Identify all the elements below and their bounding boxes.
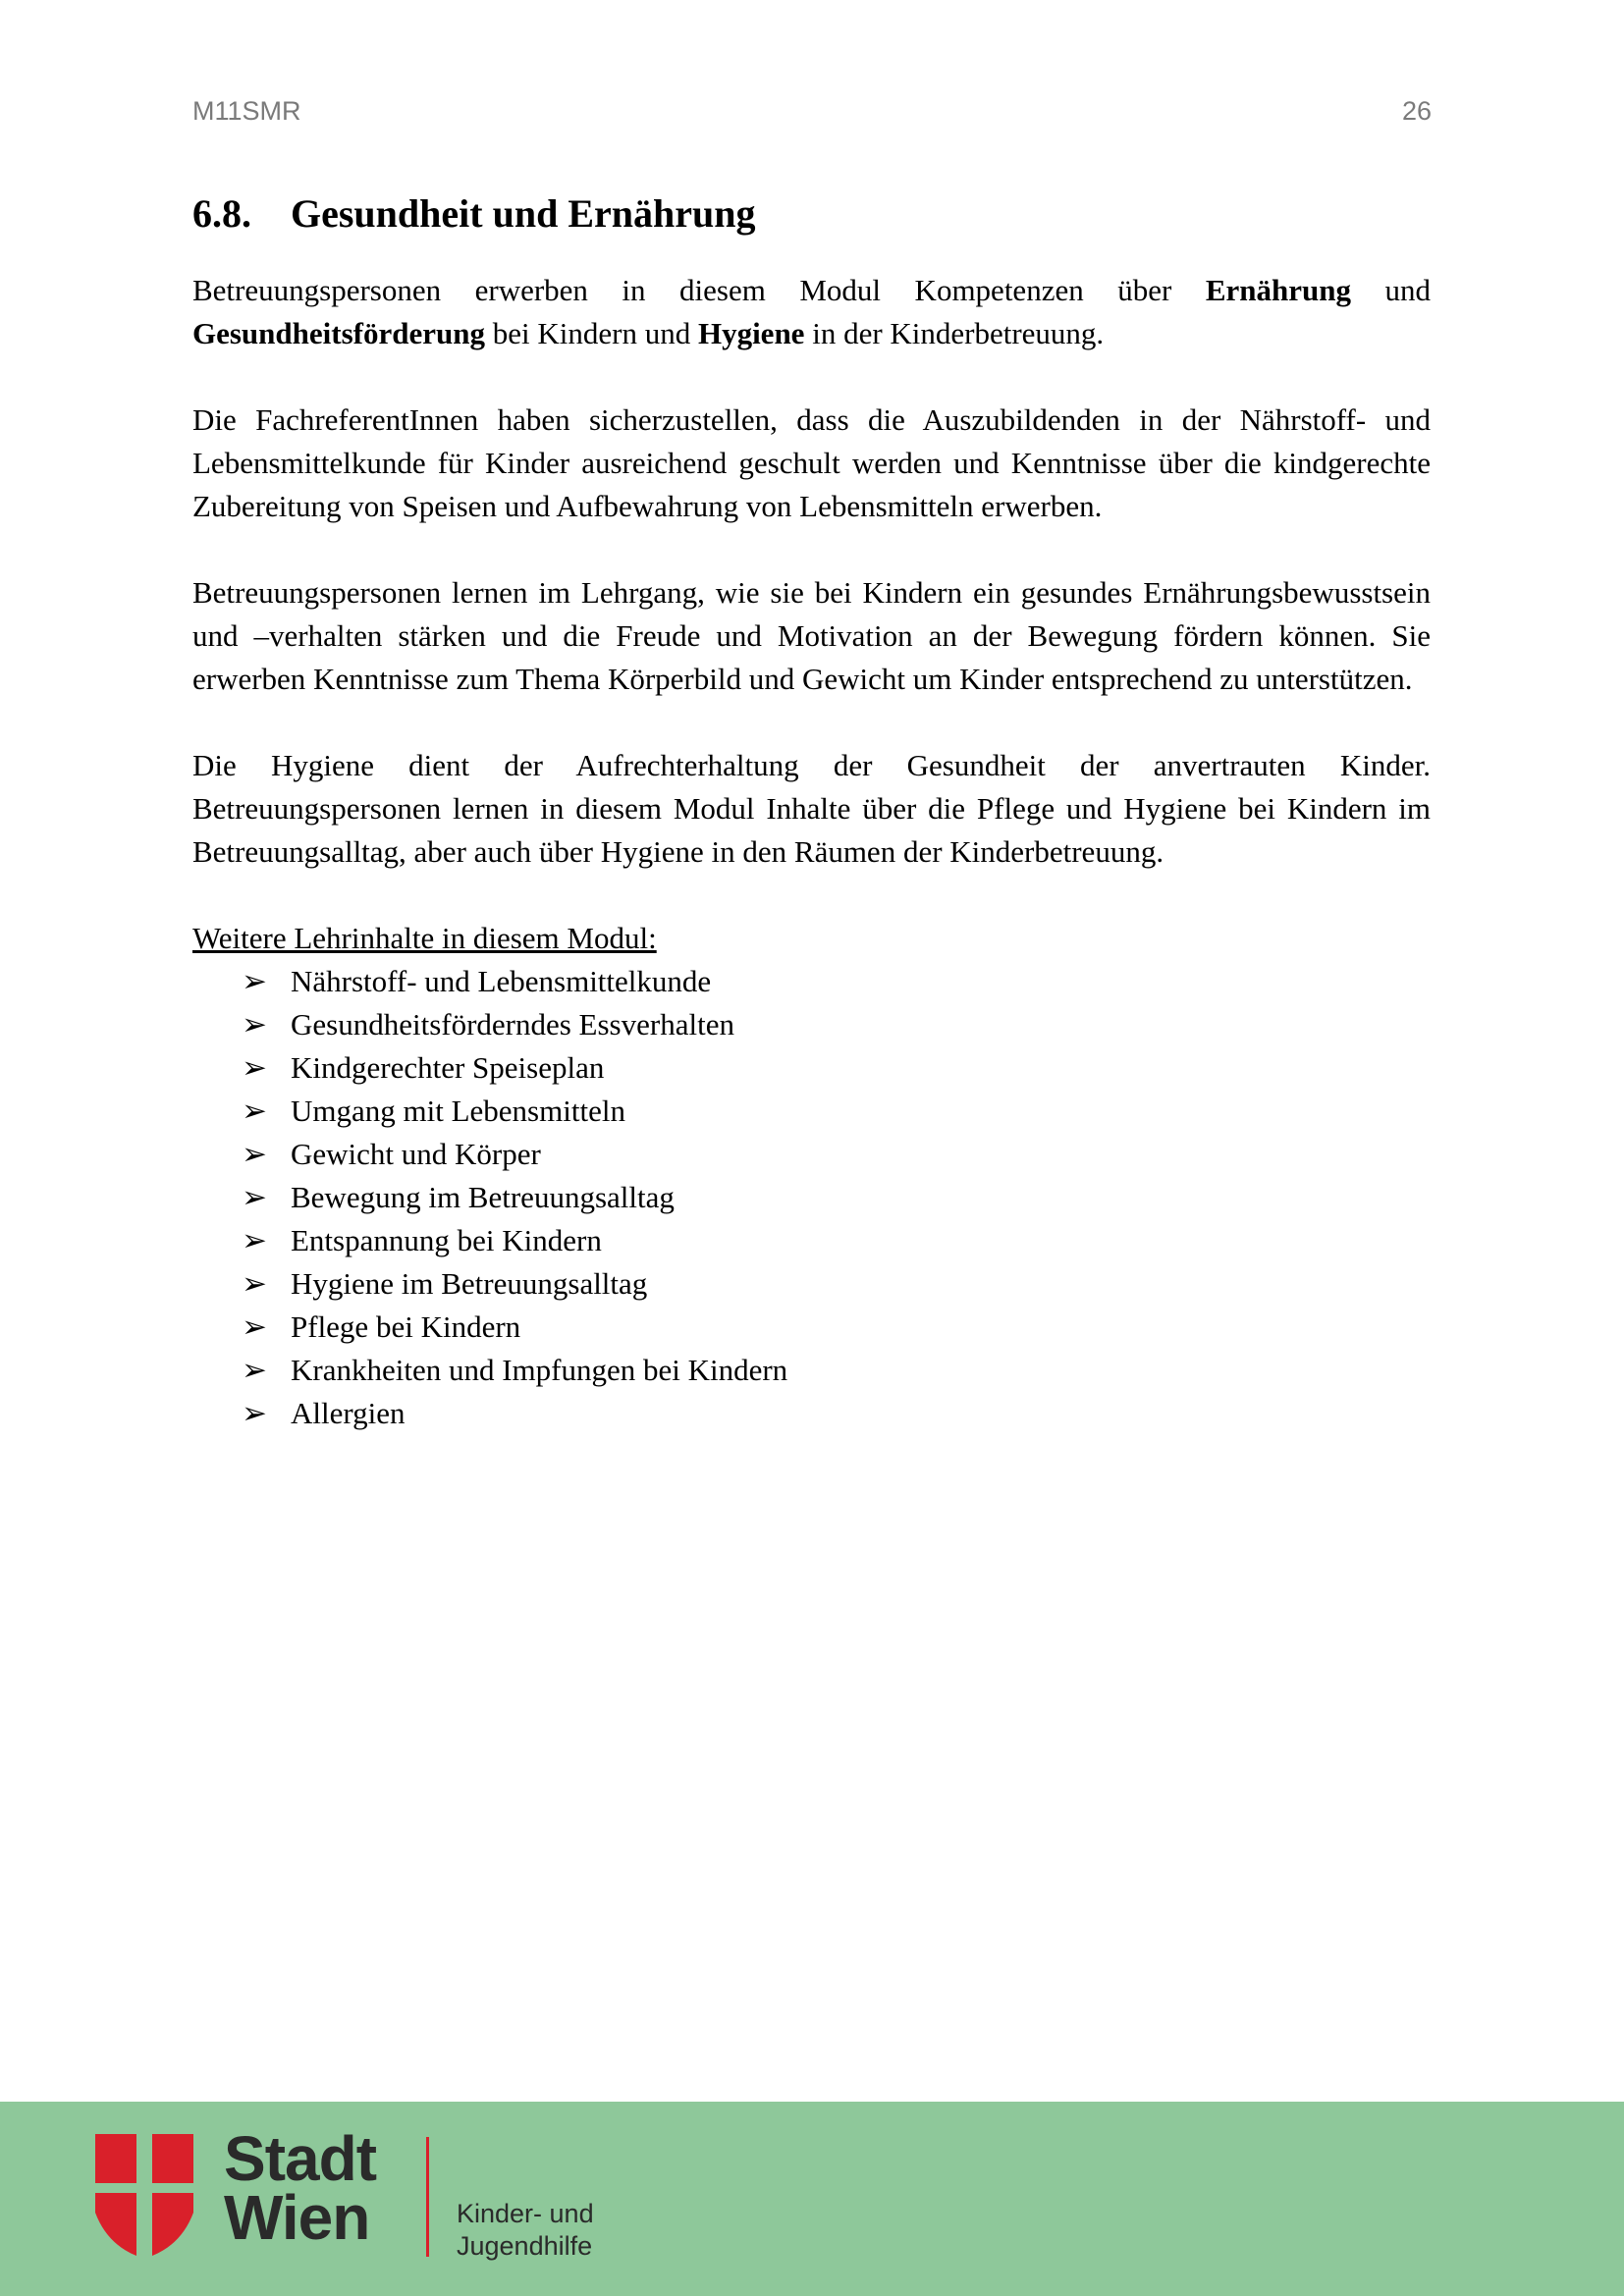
topic-list — [192, 960, 1431, 1435]
department-line-2: Jugendhilfe — [457, 2231, 593, 2261]
list-item — [192, 1349, 1431, 1392]
text-span: und — [1350, 273, 1431, 307]
list-title: Weitere Lehrinhalte in diesem Modul: — [192, 921, 657, 955]
bold-term: Hygiene — [697, 316, 805, 350]
page-number: 26 — [1401, 96, 1432, 126]
list-item — [192, 960, 1431, 1003]
brand-divider — [426, 2137, 429, 2257]
document-code: M11SMR — [192, 96, 301, 126]
list-item — [192, 1090, 1431, 1133]
paragraph-intro — [192, 269, 1431, 355]
arrow-bullet-icon: ➢ — [242, 1180, 267, 1214]
footer-banner — [0, 2102, 1624, 2296]
list-item-label: Bewegung im Betreuungsalltag — [291, 1180, 675, 1214]
list-item-label: Kindgerechter Speiseplan — [291, 1050, 605, 1085]
arrow-bullet-icon: ➢ — [242, 1137, 267, 1171]
department-name — [457, 2198, 594, 2263]
list-item — [192, 1219, 1431, 1262]
list-item — [192, 1003, 1431, 1046]
brand-wordmark — [224, 2123, 376, 2253]
arrow-bullet-icon: ➢ — [242, 1223, 267, 1257]
arrow-bullet-icon: ➢ — [242, 1309, 267, 1344]
arrow-bullet-icon: ➢ — [242, 1266, 267, 1301]
vienna-shield-icon — [95, 2134, 193, 2256]
bold-term: Gesundheitsförderung — [192, 316, 485, 350]
list-item-label: Allergien — [291, 1396, 406, 1430]
list-item-label: Gesundheitsförderndes Essverhalten — [291, 1007, 734, 1041]
list-item-label: Entspannung bei Kindern — [291, 1223, 602, 1257]
section-heading — [192, 187, 1431, 241]
list-item — [192, 1133, 1431, 1176]
list-item — [192, 1262, 1431, 1306]
list-item — [192, 1392, 1431, 1435]
list-item — [192, 1306, 1431, 1349]
arrow-bullet-icon: ➢ — [242, 1396, 267, 1430]
list-item-label: Nährstoff- und Lebensmittelkunde — [291, 964, 712, 998]
section-title: Gesundheit und Ernährung — [291, 191, 756, 236]
arrow-bullet-icon: ➢ — [242, 1094, 267, 1128]
arrow-bullet-icon: ➢ — [242, 1353, 267, 1387]
brand-line-1: Stadt — [224, 2123, 376, 2194]
brand-line-2: Wien — [224, 2182, 370, 2253]
list-item-label: Umgang mit Lebensmitteln — [291, 1094, 625, 1128]
paragraph-nutrition: Betreuungspersonen lernen im Lehrgang, wie sie bei Kindern ein gesundes Ernährungsbewusstsein und –verhalten stärken und die Freude und Motivation an der Bewegung fördern können. Sie erwerben Kenntnisse zum Thema Körperbild und Gewicht um Kinder entsprechend zu unterstützen. — [192, 575, 1431, 696]
list-item-label: Pflege bei Kindern — [291, 1309, 521, 1344]
arrow-bullet-icon: ➢ — [242, 964, 267, 998]
main-content — [192, 187, 1431, 1435]
paragraph-referents: Die FachreferentInnen haben sicherzustellen, dass die Auszubildenden in der Nährstoff- und Lebensmittelkunde für Kinder ausreichend geschult werden und Kenntnisse über die kindgerechte Zubereitung von Speisen und Aufbewahrung von Lebensmitteln erwerben. — [192, 402, 1431, 523]
department-line-1: Kinder- und — [457, 2199, 594, 2228]
text-span: Betreuungspersonen erwerben in diesem Modul Kompetenzen über — [192, 273, 1206, 307]
page-header — [192, 96, 1432, 127]
bold-term: Ernährung — [1205, 273, 1351, 307]
arrow-bullet-icon: ➢ — [242, 1050, 267, 1085]
list-item — [192, 1046, 1431, 1090]
paragraph-hygiene: Die Hygiene dient der Aufrechterhaltung der Gesundheit der anvertrauten Kinder. Betreuungspersonen lernen in diesem Modul Inhalte über die Pflege und Hygiene bei Kindern im Betreuungsalltag, aber auch über Hygiene in den Räumen der Kinderbetreuung. — [192, 748, 1431, 869]
section-number: 6.8. — [192, 191, 251, 236]
list-item-label: Gewicht und Körper — [291, 1137, 541, 1171]
arrow-bullet-icon: ➢ — [242, 1007, 267, 1041]
text-span: in der Kinderbetreuung. — [804, 316, 1105, 350]
list-item-label: Hygiene im Betreuungsalltag — [291, 1266, 648, 1301]
list-item-label: Krankheiten und Impfungen bei Kindern — [291, 1353, 788, 1387]
text-span: bei Kindern und — [484, 316, 698, 350]
list-item — [192, 1176, 1431, 1219]
